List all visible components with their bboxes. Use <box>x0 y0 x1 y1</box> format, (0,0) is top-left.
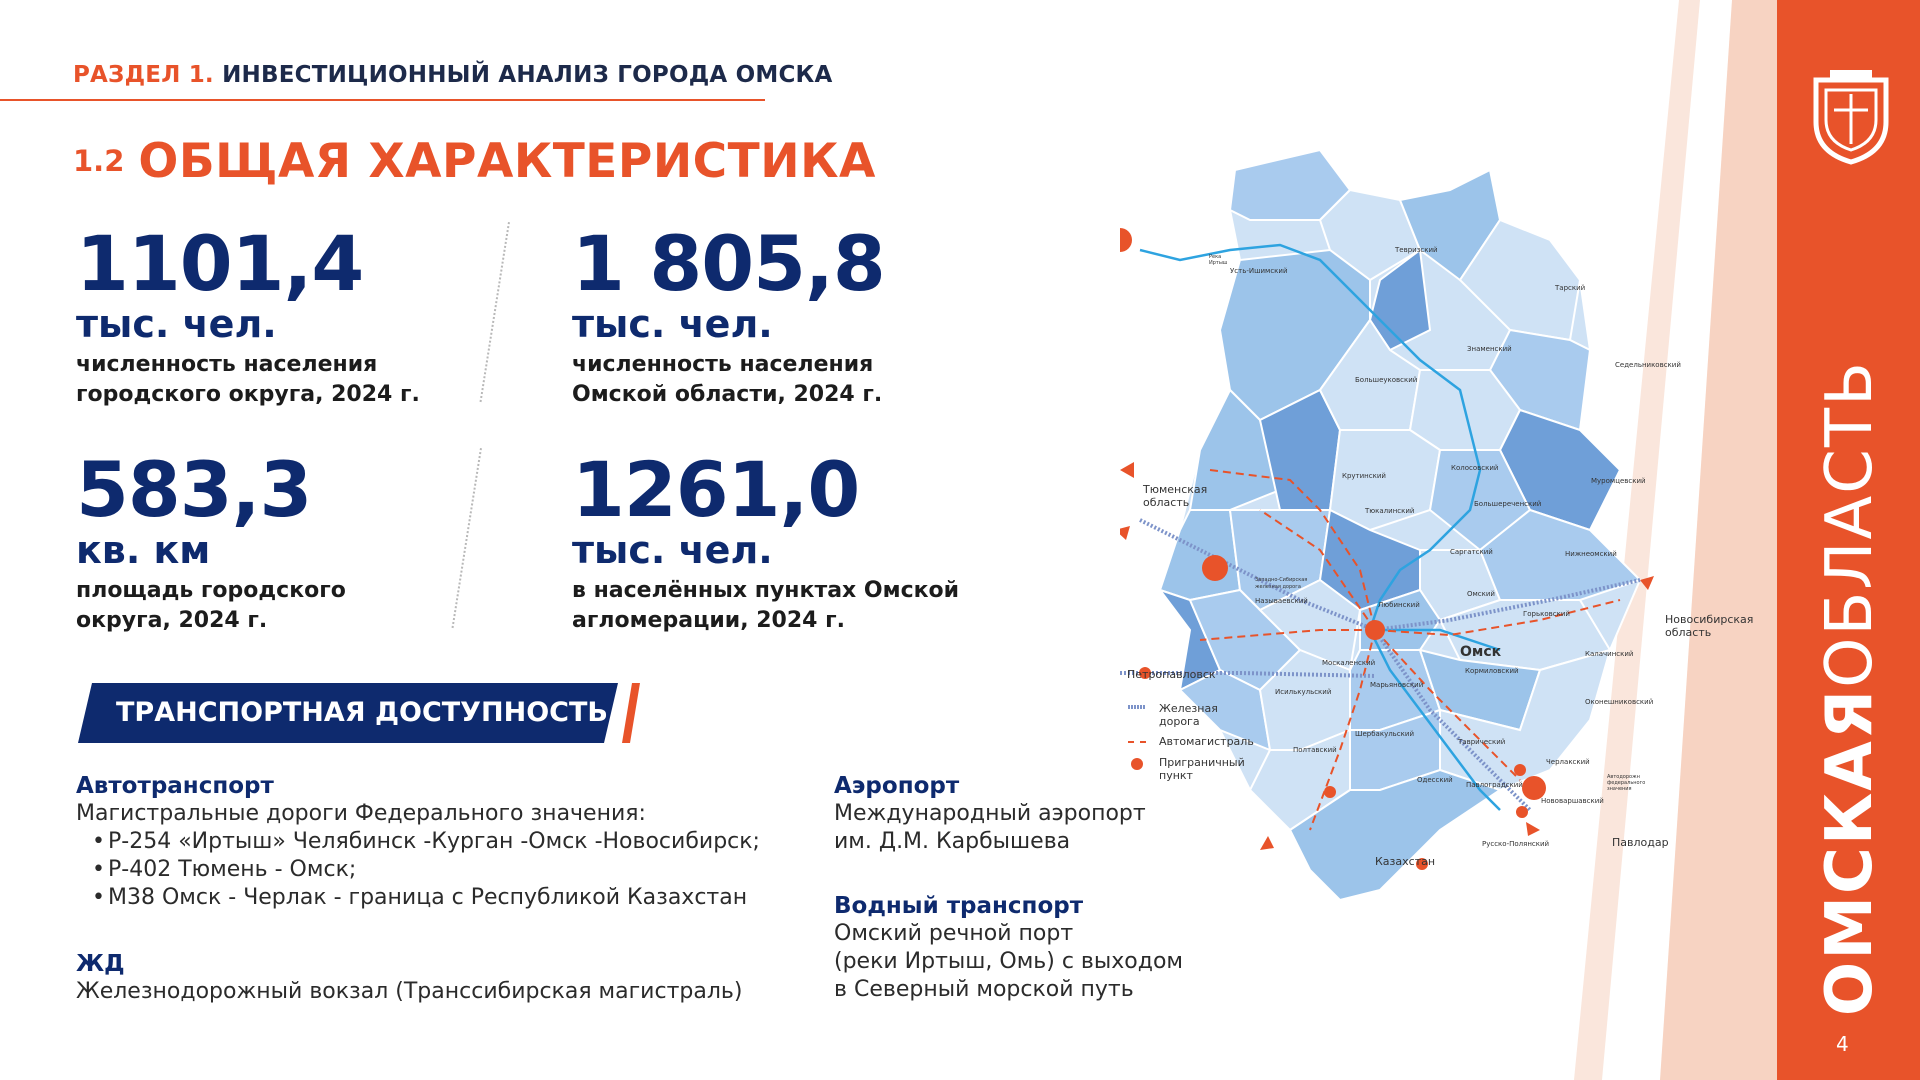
city-marker-icon <box>1365 620 1385 640</box>
rail-text: Железнодорожный вокзал (Транссибирская магистраль) <box>76 979 743 1004</box>
district-label: Оконешниковский <box>1585 698 1654 706</box>
stat-unit: тыс. чел. <box>572 528 773 572</box>
water-heading: Водный транспорт <box>834 893 1084 919</box>
rail-heading: ЖД <box>76 951 125 977</box>
district-label: Седельниковский <box>1615 361 1681 369</box>
list-item: • Р-402 Тюмень - Омск; <box>108 856 836 884</box>
district-label: Тевризский <box>1395 246 1438 254</box>
district-label: Крутинский <box>1342 472 1386 480</box>
rail-logo-icon <box>1202 555 1228 581</box>
water-line: Омский речной порт <box>834 921 1074 946</box>
header-divider <box>0 99 765 101</box>
airport-line: им. Д.М. Карбышева <box>834 829 1071 854</box>
district-label: Исилькульский <box>1275 688 1332 696</box>
district-label: Таврический <box>1458 738 1506 746</box>
banner-label: ТРАНСПОРТНАЯ ДОСТУПНОСТЬ <box>116 697 608 728</box>
district-label: Колосовский <box>1451 464 1499 472</box>
stat-agglomeration-population <box>572 445 960 636</box>
banner-accent <box>622 683 640 743</box>
border-checkpoint-icon <box>1514 764 1526 776</box>
airport-line: Международный аэропорт <box>834 801 1146 826</box>
stat-description-line: агломерации, 2024 г. <box>572 608 845 633</box>
direction-label: область <box>1143 496 1190 509</box>
district-label: Омский <box>1467 590 1495 598</box>
legend-label: пункт <box>1159 769 1193 782</box>
stat-description-line: численность населения <box>76 352 378 377</box>
district-label: Нововаршавский <box>1541 797 1604 805</box>
legend-label: дорога <box>1159 715 1200 728</box>
district-label: Усть-Ишимский <box>1230 267 1288 275</box>
coat-of-arms-icon <box>1810 70 1892 166</box>
stat-unit: кв. км <box>76 528 211 572</box>
section-name: ИНВЕСТИЦИОННЫЙ АНАЛИЗ ГОРОДА ОМСКА <box>222 62 833 88</box>
direction-kazakhstan: Казахстан <box>1375 855 1436 868</box>
brand-vertical <box>1805 360 1895 1017</box>
page-number: 4 <box>1836 1032 1849 1056</box>
airport-heading: Аэропорт <box>834 773 960 799</box>
district-label: Полтавский <box>1293 746 1337 754</box>
legend-border <box>1159 756 1245 782</box>
border-checkpoint-icon <box>1516 806 1528 818</box>
direction-label: Новосибирская <box>1665 613 1754 626</box>
water-line: (реки Иртыш, Омь) с выходом <box>834 949 1184 974</box>
brand-part2: ОБЛАСТЬ <box>1813 360 1887 688</box>
district-label: Река <box>1209 254 1222 260</box>
arrow-icon <box>1120 526 1130 540</box>
district-label: Москаленский <box>1322 659 1376 667</box>
district-label: Русско-Полянский <box>1482 840 1550 848</box>
legend-label: Железная <box>1159 702 1218 715</box>
stat-city-population <box>76 219 420 410</box>
stat-value: 1101,4 <box>76 219 364 308</box>
direction-pavlodar: Павлодар <box>1612 836 1669 849</box>
auto-roads-list <box>76 828 836 912</box>
water-line: в Северный морской путь <box>834 977 1134 1002</box>
district-label: федерального <box>1607 780 1646 786</box>
port-icon <box>1120 228 1132 252</box>
direction-label: область <box>1665 626 1712 639</box>
legend-label: Приграничный <box>1159 756 1245 769</box>
legend-highway: Автомагистраль <box>1159 735 1254 748</box>
legend-rail-swatch <box>1128 705 1146 709</box>
arrow-icon <box>1526 822 1540 836</box>
auto-heading: Автотранспорт <box>76 773 274 799</box>
section-header <box>73 62 833 88</box>
stat-description-line: округа, 2024 г. <box>76 608 268 633</box>
stat-description-line: в населённых пунктах Омской <box>572 578 960 603</box>
district-label: Любинский <box>1378 601 1420 609</box>
district-label: Одесский <box>1417 776 1453 784</box>
title-number: 1.2 <box>73 144 125 178</box>
district-label: Саргатский <box>1450 548 1493 556</box>
arrow-icon <box>1640 576 1654 590</box>
stat-description <box>572 350 885 410</box>
legend-highway-swatch <box>1128 741 1146 743</box>
stat-unit: тыс. чел. <box>572 302 773 346</box>
district-label: Нижнеомский <box>1565 550 1617 558</box>
transport-auto <box>76 772 836 912</box>
district-label: Шербакульский <box>1355 730 1414 738</box>
stat-value: 1 805,8 <box>572 219 885 308</box>
district-label: Марьяновский <box>1370 681 1424 689</box>
district-label: железная дорога <box>1255 584 1301 590</box>
stat-unit: тыс. чел. <box>76 302 277 346</box>
auto-text: Магистральные дороги Федерального значения: <box>76 801 646 826</box>
legend-rail <box>1159 702 1218 728</box>
direction-petropavlovsk: Петропавловск <box>1127 668 1216 681</box>
legend-border-icon <box>1131 758 1143 770</box>
region-map <box>1120 130 1720 910</box>
district-label: Горьковский <box>1523 610 1570 618</box>
direction-tyumen <box>1143 483 1207 509</box>
district-label: значения <box>1607 786 1632 792</box>
stat-description-line: численность населения <box>572 352 874 377</box>
transport-rail <box>76 950 836 1006</box>
arrow-icon <box>1260 836 1274 850</box>
stat-description <box>76 576 346 636</box>
district-label: Черлакский <box>1546 758 1590 766</box>
brand-part1: ОМСКАЯ <box>1813 687 1887 1017</box>
stat-city-area <box>76 445 346 636</box>
district-label: Западно-Сибирская <box>1255 577 1308 583</box>
stat-value: 1261,0 <box>572 445 860 534</box>
stat-divider <box>480 222 510 402</box>
district-label: Муромцевский <box>1591 477 1646 485</box>
district-label: Называевский <box>1255 597 1308 605</box>
district-shapes <box>1160 150 1640 900</box>
list-item: • Р-254 «Иртыш» Челябинск -Курган -Омск -Новосибирск; <box>108 828 836 856</box>
district-label: Калачинский <box>1585 650 1634 658</box>
title-text: ОБЩАЯ ХАРАКТЕРИСТИКА <box>138 134 876 189</box>
district-label: Павлоградский <box>1466 781 1523 789</box>
stat-description <box>572 576 959 636</box>
stat-description-line: Омской области, 2024 г. <box>572 382 883 407</box>
district-label: Кормиловский <box>1465 667 1519 675</box>
stat-value: 583,3 <box>76 445 312 534</box>
transport-banner <box>78 683 638 743</box>
list-item: • М38 Омск - Черлак - граница с Республикой Казахстан <box>108 884 836 912</box>
direction-novosibirsk <box>1665 613 1753 639</box>
arrow-icon <box>1120 462 1134 478</box>
stat-region-population <box>572 219 885 410</box>
district-label: Автодорожн <box>1607 774 1640 780</box>
border-checkpoint-icon <box>1324 786 1336 798</box>
stat-divider <box>452 448 482 628</box>
district-label: Тарский <box>1555 284 1586 292</box>
stat-description <box>76 350 420 410</box>
district-label: Большеуковский <box>1355 376 1418 384</box>
city-label: Омск <box>1460 644 1502 660</box>
stat-description-line: площадь городского <box>76 578 346 603</box>
section-number: РАЗДЕЛ 1. <box>73 62 214 88</box>
page-title <box>73 134 876 189</box>
brand-text <box>1813 360 1887 1016</box>
district-label: Иртыш <box>1209 260 1228 266</box>
district-label: Знаменский <box>1467 345 1512 353</box>
district-label: Тюкалинский <box>1365 507 1415 515</box>
stat-description-line: городского округа, 2024 г. <box>76 382 420 407</box>
direction-label: Тюменская <box>1143 483 1208 496</box>
district-label: Большереченский <box>1474 500 1542 508</box>
